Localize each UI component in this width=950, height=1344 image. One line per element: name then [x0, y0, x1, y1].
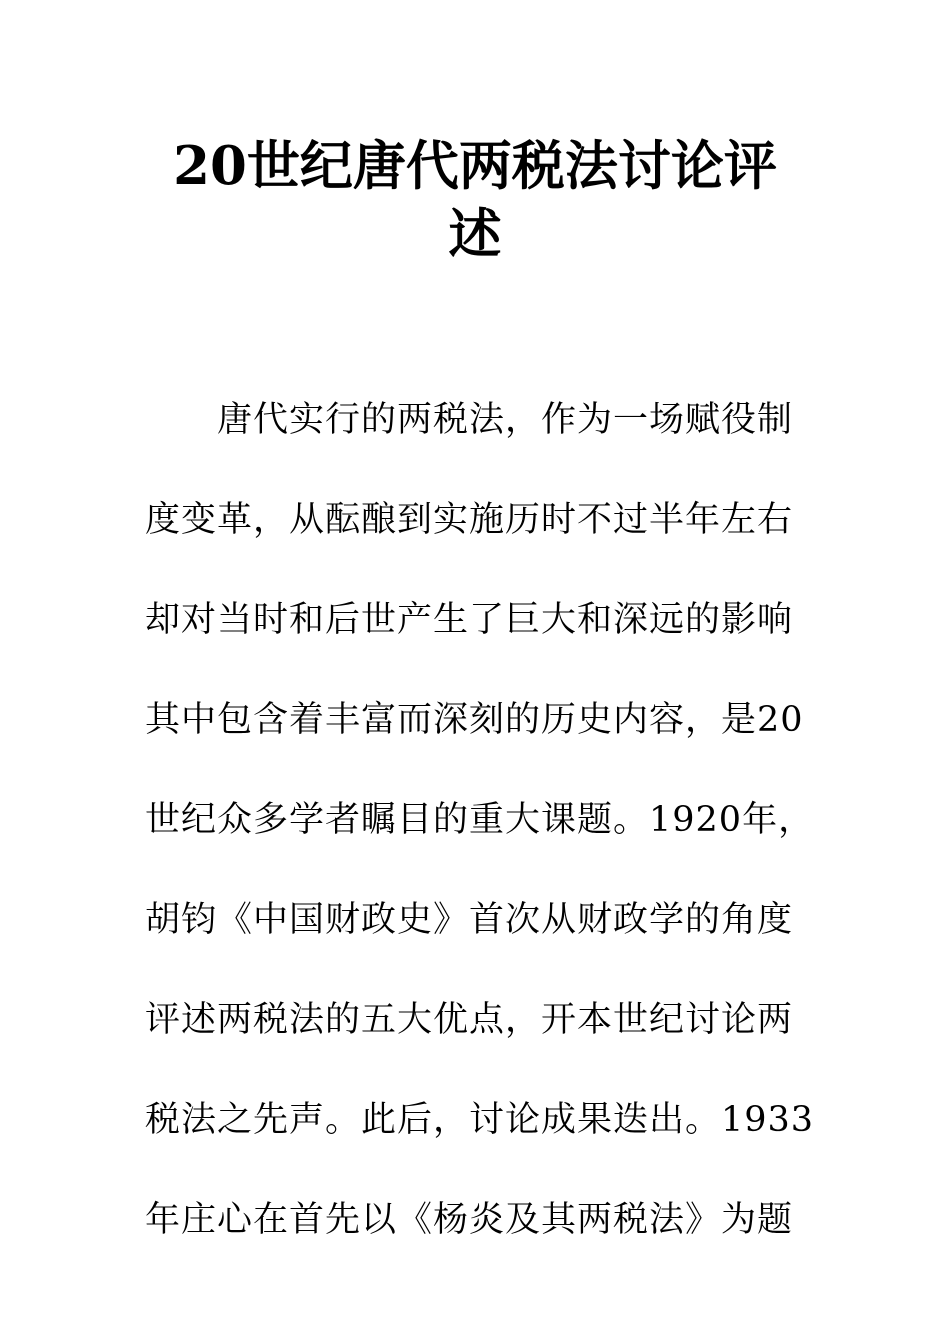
- title-line-2: 述: [448, 203, 502, 265]
- body-line: 其中包含着丰富而深刻的历史内容，是20: [145, 700, 804, 740]
- body-line: 胡钧《中国财政史》首次从财政学的角度: [145, 900, 794, 940]
- body-line: 年庄心在首先以《杨炎及其两税法》为题: [145, 1200, 794, 1240]
- page-title: [145, 132, 805, 268]
- body-line: 度变革，从酝酿到实施历时不过半年左右: [145, 500, 794, 540]
- body-line: 评述两税法的五大优点，开本世纪讨论两: [145, 1000, 794, 1040]
- body-line: 税法之先声。此后，讨论成果迭出。1933: [145, 1100, 815, 1140]
- body-paragraph: [145, 370, 815, 1270]
- body-line: 世纪众多学者瞩目的重大课题。1920年，: [145, 800, 815, 840]
- title-line-1: 20世纪唐代两税法讨论评: [173, 135, 777, 197]
- body-line: 却对当时和后世产生了巨大和深远的影响: [145, 600, 794, 640]
- body-line: 唐代实行的两税法，作为一场赋役制: [217, 400, 794, 440]
